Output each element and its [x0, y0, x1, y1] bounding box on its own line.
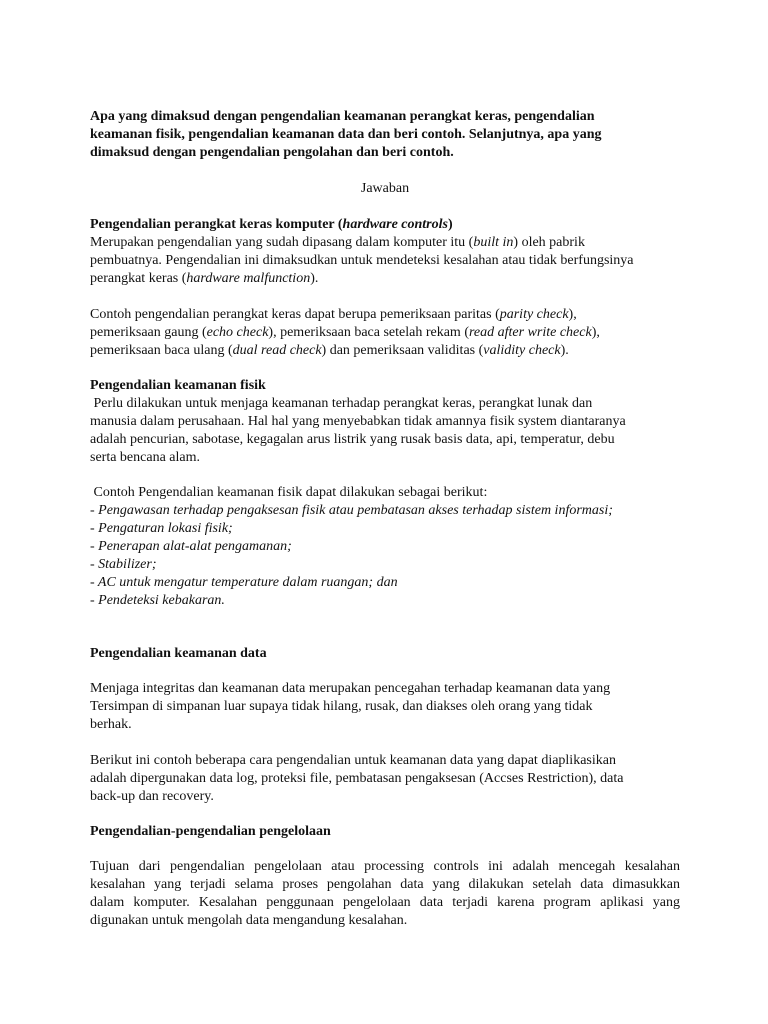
physical-list-item: - Pengawasan terhadap pengaksesan fisik atau pembatasan akses terhadap sistem informasi;: [90, 503, 613, 518]
hardware-heading: Pengendalian perangkat keras komputer (hardware controls): [90, 217, 453, 232]
question-paragraph: [90, 108, 680, 162]
hardware-example-line: pemeriksaan baca ulang (dual read check) dan pemeriksaan validitas (validity check).: [90, 343, 569, 358]
data-security-heading-block: [90, 645, 680, 663]
physical-text-line: serta bencana alam.: [90, 450, 200, 465]
data-security-paragraph-2: [90, 752, 680, 806]
processing-text-line: Tujuan dari pengendalian pengelolaan atau processing controls ini adalah mencegah kesalahan: [90, 859, 680, 874]
physical-text-line: adalah pencurian, sabotase, kegagalan arus listrik yang rusak basis data, api, temperatur, debu: [90, 432, 615, 447]
processing-text-line: dalam komputer. Kesalahan penggunaan pengelolaan data terjadi karena program aplikasi yang: [90, 895, 680, 910]
physical-heading: Pengendalian keamanan fisik: [90, 378, 266, 393]
data-security-text-line: back-up dan recovery.: [90, 789, 214, 804]
hardware-section: [90, 216, 680, 288]
hardware-example-line: pemeriksaan gaung (echo check), pemeriksaan baca setelah rekam (read after write check),: [90, 325, 600, 340]
hardware-text-line: perangkat keras (hardware malfunction).: [90, 271, 319, 286]
processing-paragraph: [90, 858, 680, 930]
hardware-text-line: Merupakan pengendalian yang sudah dipasang dalam komputer itu (built in) oleh pabrik: [90, 235, 585, 250]
answer-label: Jawaban: [360, 181, 410, 196]
physical-section: [90, 377, 680, 467]
physical-examples: [90, 484, 680, 610]
data-security-paragraph-1: [90, 680, 680, 734]
physical-list-item: - Pendeteksi kebakaran.: [90, 593, 225, 608]
physical-list-item: - Penerapan alat-alat pengamanan;: [90, 539, 292, 554]
processing-text-line: digunakan untuk mengolah data mengandung kesalahan.: [90, 913, 408, 928]
processing-heading: Pengendalian-pengendalian pengelolaan: [90, 824, 331, 839]
data-security-text-line: Tersimpan di simpanan luar supaya tidak hilang, rusak, dan diakses oleh orang yang tidak: [90, 699, 593, 714]
question-line: keamanan fisik, pengendalian keamanan data dan beri contoh. Selanjutnya, apa yang: [90, 127, 602, 142]
physical-text-line: Perlu dilakukan untuk menjaga keamanan terhadap perangkat keras, perangkat lunak dan: [90, 396, 593, 411]
answer-label-block: [90, 180, 680, 198]
physical-list-item: - AC untuk mengatur temperature dalam ruangan; dan: [90, 575, 398, 590]
data-security-text-line: adalah dipergunakan data log, proteksi file, pembatasan pengaksesan (Accses Restriction), data: [90, 771, 624, 786]
data-security-heading: Pengendalian keamanan data: [90, 646, 267, 661]
processing-heading-block: [90, 823, 680, 841]
question-line: dimaksud dengan pengendalian pengolahan dan beri contoh.: [90, 145, 454, 160]
processing-text-line: kesalahan yang terjadi selama proses pengolahan data yang dilakukan setelah data dimasukkan: [90, 877, 680, 892]
question-line: Apa yang dimaksud dengan pengendalian keamanan perangkat keras, pengendalian: [90, 109, 595, 124]
hardware-examples: [90, 306, 680, 360]
physical-list-item: - Pengaturan lokasi fisik;: [90, 521, 233, 536]
data-security-text-line: Berikut ini contoh beberapa cara pengendalian untuk keamanan data yang dapat diaplikasikan: [90, 753, 616, 768]
data-security-text-line: berhak.: [90, 717, 132, 732]
physical-text-line: manusia dalam perusahaan. Hal hal yang menyebabkan tidak amannya fisik system diantaranya: [90, 414, 626, 429]
physical-intro: Contoh Pengendalian keamanan fisik dapat dilakukan sebagai berikut:: [90, 485, 488, 500]
hardware-text-line: pembuatnya. Pengendalian ini dimaksudkan untuk mendeteksi kesalahan atau tidak berfungsinya: [90, 253, 634, 268]
hardware-example-line: Contoh pengendalian perangkat keras dapat berupa pemeriksaan paritas (parity check),: [90, 307, 577, 322]
physical-list-item: - Stabilizer;: [90, 557, 157, 572]
data-security-text-line: Menjaga integritas dan keamanan data merupakan pencegahan terhadap keamanan data yang: [90, 681, 611, 696]
